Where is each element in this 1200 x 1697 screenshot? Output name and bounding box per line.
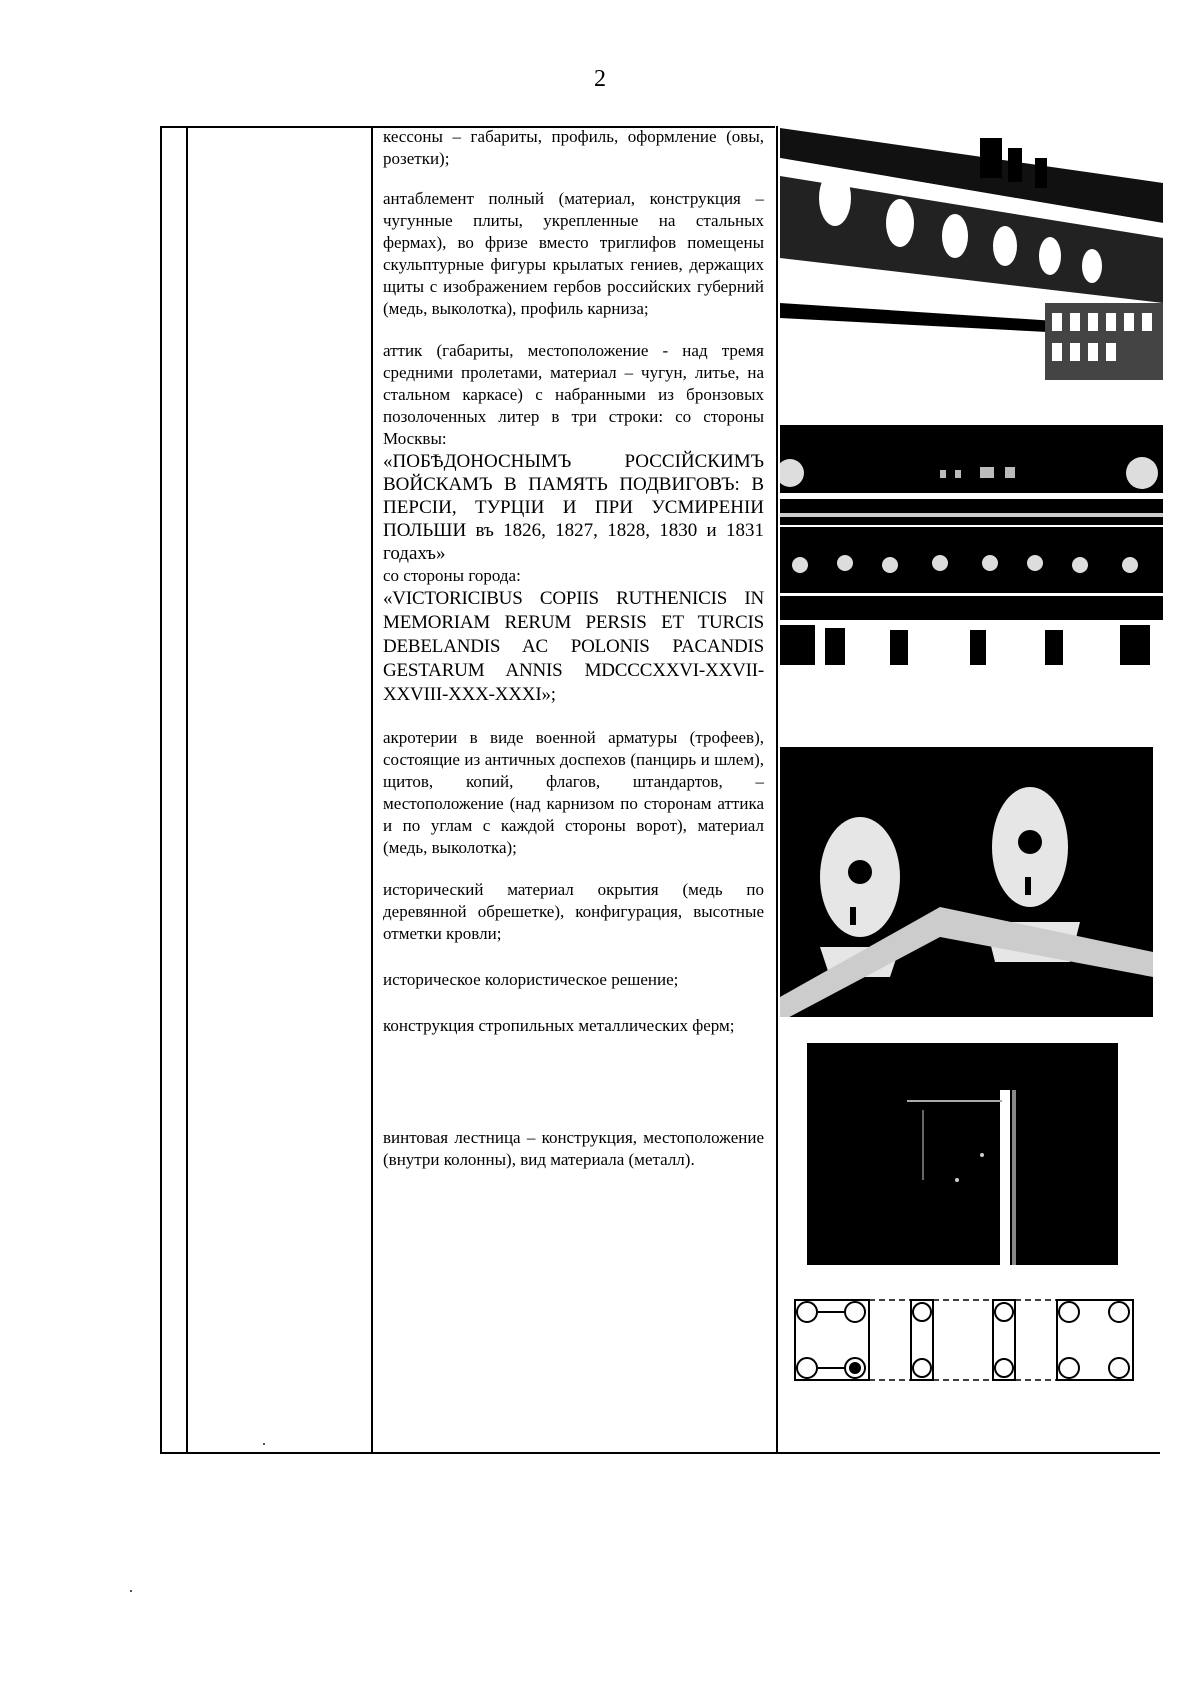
entry-coloristic: историческое колористическое решение;	[383, 970, 679, 989]
attic-photo	[780, 425, 1163, 665]
page-number: 2	[594, 66, 606, 92]
description-column	[383, 126, 764, 1171]
roof-truss-photo	[807, 1040, 1118, 1265]
scan-speck	[263, 1443, 265, 1445]
table-bottom-border	[160, 1452, 1160, 1454]
table-column-divider-2	[371, 126, 373, 1454]
table-column-divider-3	[776, 126, 778, 1454]
entry-entablature: антаблемент полный (материал, конструкция – чугунные плиты, укрепленные на стальных фермах), во фризе вместо триглифов помещены скульптурные фигуры крылатых гениев, держащих щиты с изображением гербов российских губерний (медь, выколотка), профиль карниза;	[383, 189, 764, 318]
entry-caissons: кессоны – габариты, профиль, оформление (овы, розетки);	[383, 127, 764, 168]
entry-attic: аттик (габариты, местоположение - над тремя средними пролетами, материал – чугун, литье, на стальном каркасе) с набранными из бронзовых позолоченных литер в три строки: со стороны Москвы:	[383, 341, 764, 448]
entry-roofing: исторический материал окрытия (медь по деревянной обрешетке), конфигурация, высотные отметки кровли;	[383, 880, 764, 943]
column-plan-drawing	[793, 1292, 1135, 1384]
entry-roof-trusses: конструкция стропильных металлических ферм;	[383, 1016, 735, 1035]
entry-city-side-label: со стороны города:	[383, 566, 521, 585]
inscription-moscow-side: «ПОБѢДОНОСНЫМЪ РОССІЙСКИМЪ ВОЙСКАМЪ В ПАМЯТЬ ПОДВИГОВЪ: В ПЕРСІИ, ТУРЦІИ И ПРИ УСМИРЕНІИ ПОЛЬШИ въ 1826, 1827, 1828, 1830 и 1831 годахъ»	[383, 451, 764, 564]
table-column-divider-1	[186, 126, 188, 1454]
table-left-border	[160, 126, 162, 1454]
entry-acroteria: акротерии в виде военной арматуры (трофеев), состоящие из античных доспехов (панцирь и шлем), щитов, копий, флагов, штандартов, – местоположение (над карнизом по сторонам аттика и по углам с каждой стороны ворот), материал (медь, выколотка);	[383, 728, 764, 857]
acroteria-photo	[780, 747, 1153, 1027]
inscription-city-side: «VICTORICIBUS COPIIS RUTHENICIS IN MEMORIAM RERUM PERSIS ET TURCIS DEBELANDIS AC POLONIS PACANDIS GESTARUM ANNIS MDCCCXXVI-XXVII-XXVIII-XXX-XXXI»;	[383, 588, 764, 705]
scan-speck	[130, 1590, 132, 1592]
entablature-photo	[780, 128, 1163, 380]
entry-spiral-staircase: винтовая лестница – конструкция, местоположение (внутри колонны), вид материала (металл).	[383, 1128, 764, 1169]
